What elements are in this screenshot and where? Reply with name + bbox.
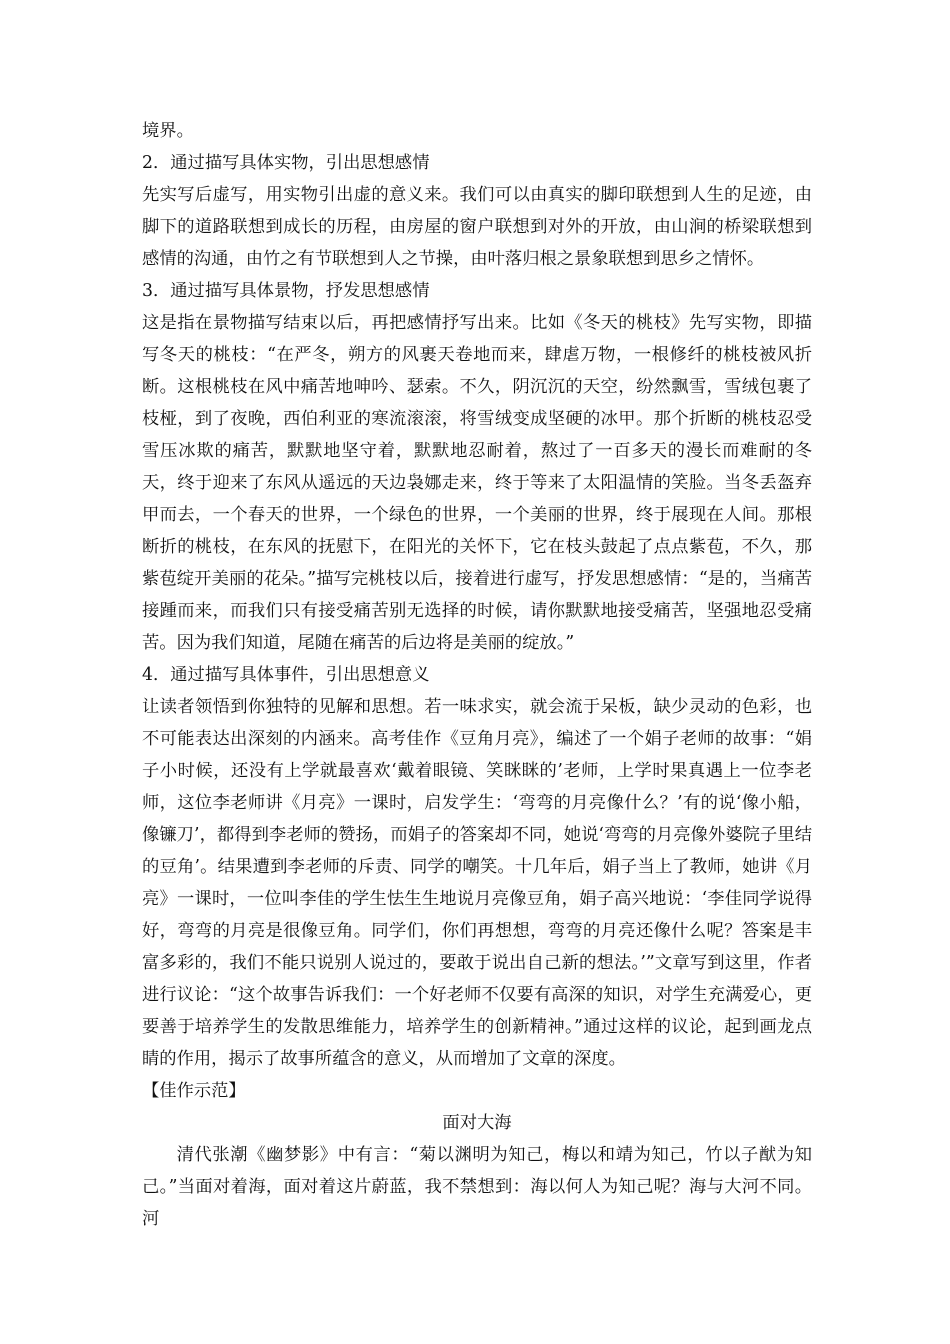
paragraph-continued: 境界。 [142,121,194,141]
paragraph-point-4: 让读者领悟到你独特的见解和思想。若一味求实，就会流于呆板，缺少灵动的色彩，也不可能表达出深刻的内涵来。高考佳作《豆角月亮》，编述了一个娟子老师的故事：“娟子小时候，还没有上学就最喜欢‘戴着眼镜、笑眯眯的’老师，上学时果真遇上一位李老师，这位李老师讲《月亮》一课时，启发学生：‘弯弯的月亮像什么？’有的说‘像小船，像镰刀’，都得到李老师的赞扬，而娟子的答案却不同，她说‘弯弯的月亮像外婆院子里结的豆角’。结果遭到李老师的斥责、同学的嘲笑。十几年后，娟子当上了教师，她讲《月亮》一课时，一位叫李佳的学生怯生生地说月亮像豆角，娟子高兴地说：‘李佳同学说得好，弯弯的月亮是很像豆角。同学们，你们再想想，弯弯的月亮还像什么呢？答案是丰富多彩的，我们不能只说别人说过的，要敢于说出自己新的想法。’”文章写到这里，作者进行议论：“这个故事告诉我们：一个好老师不仅要有高深的知识，对学生充满爱心，更要善于培养学生的发散思维能力，培养学生的创新精神。”通过这样的议论，起到画龙点睛的作用，揭示了故事所蕴含的意义，从而增加了文章的深度。 [142,697,812,1069]
essay-paragraph: 清代张潮《幽梦影》中有言：“菊以渊明为知己，梅以和靖为知己，竹以子猷为知己。”当面对着海，面对着这片蔚蓝，我不禁想到：海以何人为知己呢？海与大河不同。河 [142,1145,812,1229]
heading-point-2: 2．通过描写具体实物，引出思想感情 [142,153,430,173]
paragraph-point-3: 这是指在景物描写结束以后，再把感情抒写出来。比如《冬天的桃枝》先写实物，即描写冬天的桃枝：“在严冬，朔方的风裹天卷地而来，肆虐万物，一根修纤的桃枝被风折断。这根桃枝在风中痛苦地呻吟、瑟索。不久，阴沉沉的天空，纷然飘雪，雪绒包裹了枝桠，到了夜晚，西伯利亚的寒流滚滚，将雪绒变成坚硬的冰甲。那个折断的桃枝忍受雪压冰欺的痛苦，默默地坚守着，默默地忍耐着，熬过了一百多天的漫长而难耐的冬天，终于迎来了东风从遥远的天边袅娜走来，终于等来了太阳温情的笑脸。当冬丢盔弃甲而去，一个春天的世界，一个绿色的世界，一个美丽的世界，终于展现在人间。那根断折的桃枝，在东风的抚慰下，在阳光的关怀下，它在枝头鼓起了点点紫苞，不久，那紫苞绽开美丽的花朵。”描写完桃枝以后，接着进行虚写，抒发思想感情：“是的，当痛苦接踵而来，而我们只有接受痛苦别无选择的时候，请你默默地接受痛苦，坚强地忍受痛苦。因为我们知道，尾随在痛苦的后边将是美丽的绽放。” [142,313,812,653]
paragraph-point-2: 先实写后虚写，用实物引出虚的意义来。我们可以由真实的脚印联想到人生的足迹，由脚下的道路联想到成长的历程，由房屋的窗户联想到对外的开放，由山涧的桥梁联想到感情的沟通，由竹之有节联想到人之节操，由叶落归根之景象联想到思乡之情怀。 [142,185,812,269]
heading-point-3: 3．通过描写具体景物，抒发思想感情 [142,281,430,301]
heading-point-4: 4．通过描写具体事件，引出思想意义 [142,665,430,685]
document-body [142,115,812,1235]
essay-title: 面对大海 [442,1113,512,1133]
section-label: 【佳作示范】 [142,1081,246,1101]
